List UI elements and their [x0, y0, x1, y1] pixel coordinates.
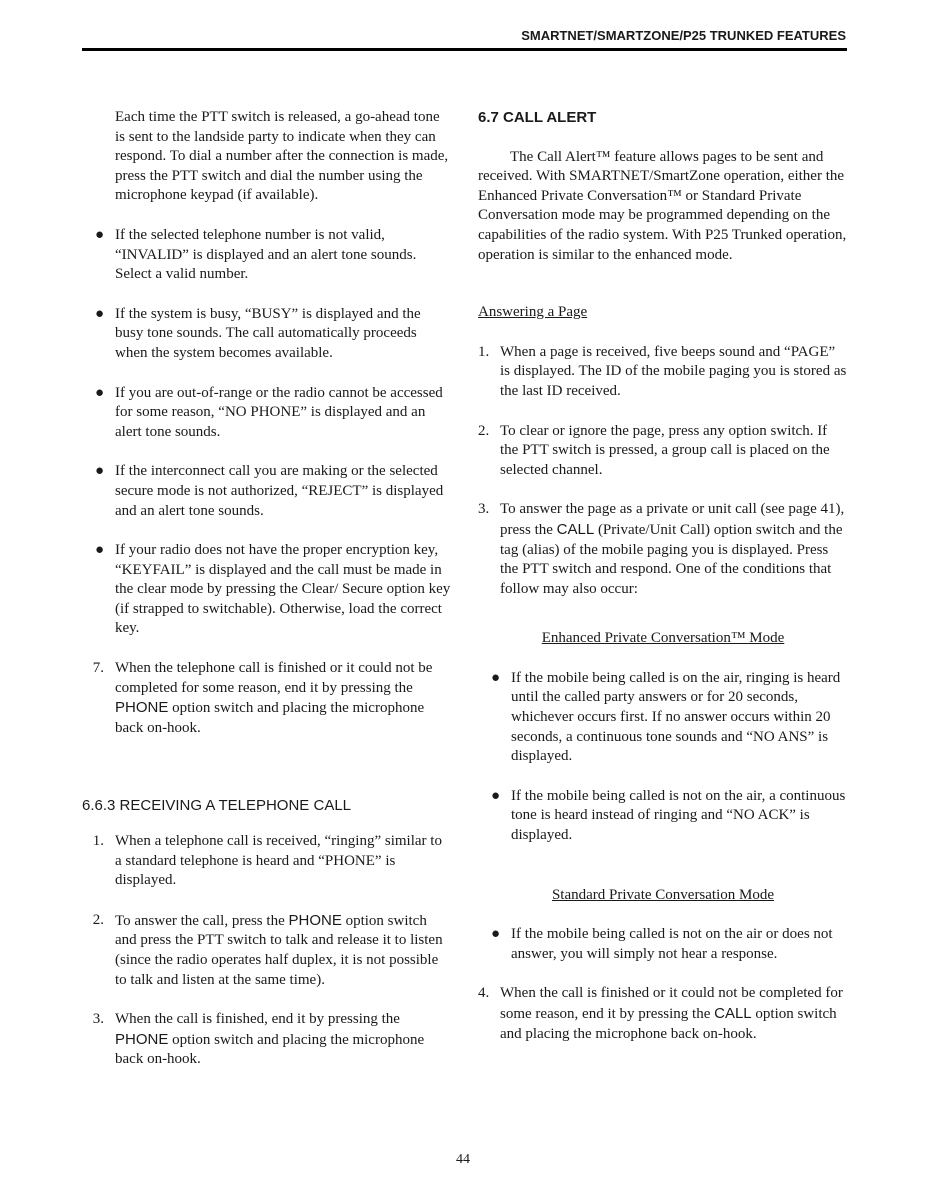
- phone-key-label: PHONE: [288, 911, 342, 929]
- answer-step-3: 3. To answer the page as a private or unit call (see page 41), press the CALL (Private/Unit Call) option switch and the tag (alias) of the mobile paging you is displayed. Press the PTT switch and respond. One of the conditions that follow may also occur:: [478, 501, 845, 597]
- section-heading-receiving-call: 6.6.3 RECEIVING A TELEPHONE CALL: [82, 797, 352, 815]
- right-column: [478, 108, 848, 1044]
- left-column: [82, 108, 452, 1070]
- step-7: 7. When the telephone call is finished or it could not be completed for some reason, end it by pressing the PHONE option switch and placing the microphone back on-hook.: [92, 660, 433, 736]
- list-item: ● If the system is busy, “BUSY” is displayed and the busy tone sounds. The call automatically proceeds when the system becomes available.: [82, 305, 452, 364]
- list-item: ● If the selected telephone number is not valid, “INVALID” is displayed and an alert tone sounds. Select a valid number.: [82, 226, 452, 285]
- bullet-icon: ●: [94, 542, 104, 559]
- page-number: 44: [456, 1152, 470, 1167]
- running-header: SMARTNET/SMARTZONE/P25 TRUNKED FEATURES: [521, 28, 846, 43]
- header-rule: [82, 48, 847, 51]
- list-item: ● If you are out-of-range or the radio cannot be accessed for some reason, “NO PHONE” is displayed and an alert tone sounds.: [82, 384, 452, 443]
- list-item: ● If your radio does not have the proper encryption key, “KEYFAIL” is displayed and the call must be made in the clear mode by pressing the Clear/ Secure option key (if strapped to switchable). Otherwise, load the correct key.: [82, 541, 452, 639]
- bullet-icon: ●: [94, 226, 104, 243]
- bullet-icon: ●: [490, 787, 500, 804]
- call-key-label: CALL: [556, 520, 595, 538]
- phone-key-label: PHONE: [115, 699, 169, 717]
- bullet-icon: ●: [490, 669, 500, 686]
- list-item: ● If the mobile being called is not on the air, a continuous tone is heard instead of ringing and “NO ACK” is displayed.: [478, 787, 848, 846]
- receive-step-2: 2. To answer the call, press the PHONE option switch and press the PTT switch to talk and release it to listen (since the radio operates half duplex, it is not possible to talk and listen at the same time).: [92, 911, 443, 988]
- list-item: ● If the mobile being called is not on the air or does not answer, you will simply not hear a response.: [478, 925, 848, 964]
- call-alert-intro: The Call Alert™ feature allows pages to be sent and received. With SMARTNET/SmartZone operation, either the Enhanced Private Conversation™ or Standard Private Conversation mode may be programmed depending on the capabilities of the radio system. With P25 Trunked operation, operation is similar to the enhanced mode.: [478, 148, 847, 263]
- list-item: ● If the mobile being called is on the air, ringing is heard until the called party answers or for 20 seconds, whichever occurs first. If no answer occurs within 20 seconds, a continuous tone sounds and “NO ANS” is displayed.: [478, 669, 848, 767]
- section-heading-call-alert: 6.7 CALL ALERT: [478, 109, 597, 126]
- list-item: ● If the interconnect call you are making or the selected secure mode is not authorized, “REJECT” is displayed and an alert tone sounds.: [82, 462, 452, 521]
- phone-key-label: PHONE: [115, 1030, 169, 1048]
- receive-step-3: 3. When the call is finished, end it by pressing the PHONE option switch and placing the microphone back on-hook.: [92, 1011, 425, 1068]
- subheading-answering-page: Answering a Page: [478, 304, 588, 321]
- answer-step-2: 2. To clear or ignore the page, press any option switch. If the PTT switch is pressed, a group call is placed on the selected channel.: [478, 422, 830, 478]
- bullet-icon: ●: [490, 926, 500, 943]
- receive-step-1: 1. When a telephone call is received, “ringing” similar to a standard telephone is heard and “PHONE” is displayed.: [92, 833, 442, 889]
- call-key-label: CALL: [714, 1005, 752, 1022]
- bullet-icon: ●: [94, 305, 104, 322]
- bullet-icon: ●: [94, 384, 104, 401]
- subheading-enhanced-mode: Enhanced Private Conversation™ Mode: [541, 630, 785, 647]
- left-intro-paragraph: Each time the PTT switch is released, a go-ahead tone is sent to the landside party to indicate when they can respond. To dial a number after the connection is made, press the PTT switch and dial the number using the microphone keypad (if available).: [115, 109, 449, 204]
- bullet-icon: ●: [94, 463, 104, 480]
- answer-step-4: 4. When the call is finished or it could not be completed for some reason, end it by pressing the CALL option switch and placing the microphone back on-hook.: [478, 985, 843, 1042]
- subheading-standard-mode: Standard Private Conversation Mode: [551, 886, 775, 903]
- answer-step-1: 1. When a page is received, five beeps sound and “PAGE” is displayed. The ID of the mobile paging you is stored as the last ID received.: [478, 343, 847, 399]
